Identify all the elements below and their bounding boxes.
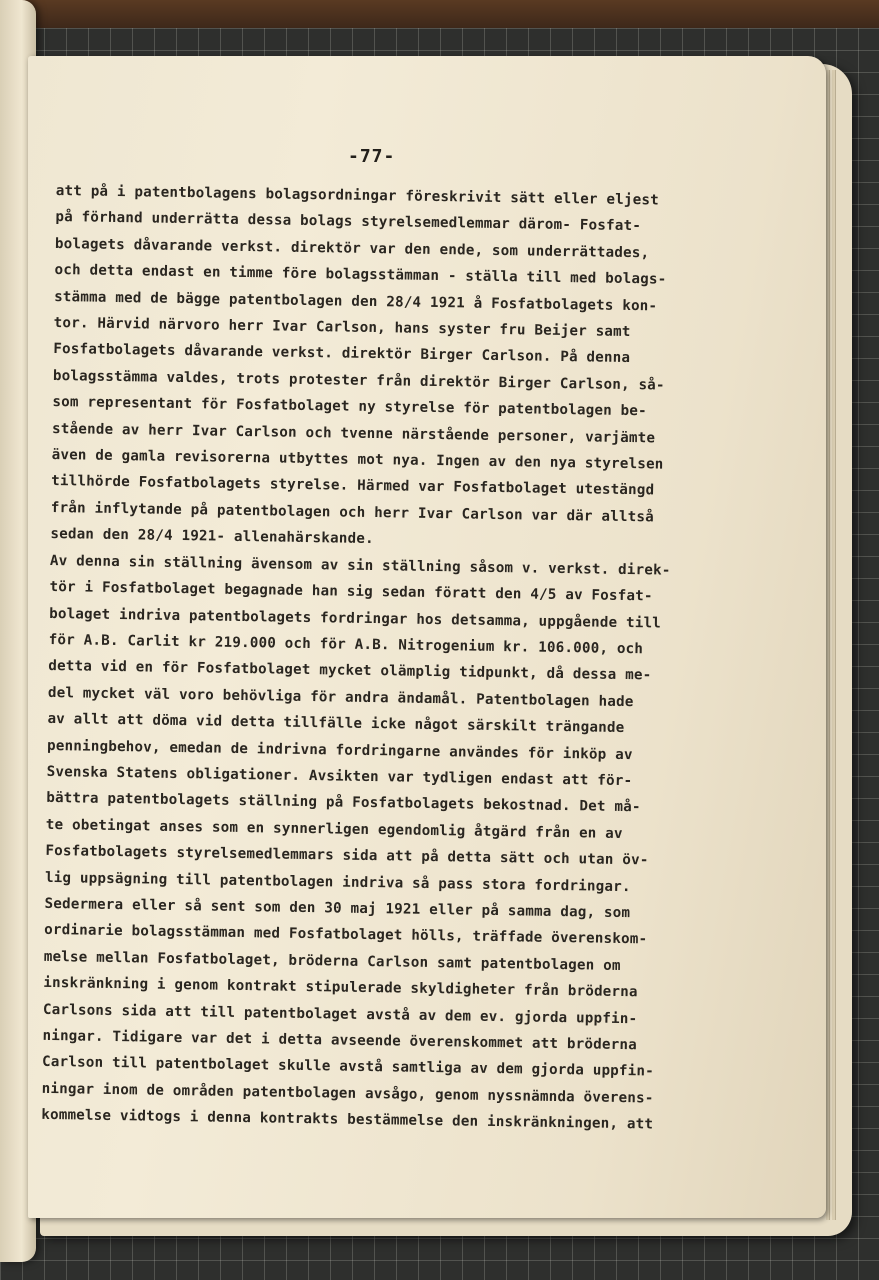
text-line: för A.B. Carlit kr 219.000 och för A.B. Nitrogenium kr. 106.000, och (48, 631, 644, 658)
text-line: även de gamla revisorerna utbyttes mot nya. Ingen av den nya styrelsen (51, 447, 664, 473)
text-line: på förhand underrätta dessa bolags styrelsemedlemmar därom- Fosfat- (55, 209, 642, 235)
text-line: sedan den 28/4 1921- allenahärskande. (50, 526, 374, 548)
text-line: penningbehov, emedan de indrivna fordringarne användes för inköp av (46, 737, 633, 763)
text-line: melse mellan Fosfatbolaget, bröderna Carlson samt patentbolagen om (43, 948, 621, 974)
text-line: inskränkning i genom kontrakt stipulerade skyldigheter från bröderna (43, 975, 638, 1001)
text-line: Carlsons sida att till patentbolaget avstå av dem ev. gjorda uppfin- (42, 1001, 638, 1027)
text-line: bolagets dåvarande verkst. direktör var den ende, som underrättades, (54, 235, 650, 262)
text-line: Av denna sin ställning ävensom av sin ställning såsom v. verkst. direk- (49, 552, 671, 579)
text-line: av allt att döma vid detta tillfälle icke något särskilt trängande (47, 711, 625, 737)
text-line: från inflytande på patentbolagen och herr Ivar Carlson var där alltså (50, 499, 655, 526)
text-line: ningar inom de områden patentbolagen avsågo, genom nyssnämnda överens- (41, 1080, 654, 1107)
page-number: -77- (348, 146, 396, 167)
text-line: Svenska Statens obligationer. Avsikten var tydligen endast att för- (46, 763, 633, 790)
page-edge-1 (826, 70, 830, 1220)
text-line: del mycket väl voro behövliga för andra ändamål. Patentbolagen hade (47, 684, 634, 710)
table-surface (0, 0, 879, 28)
text-line: bolaget indriva patentbolagets fordringar hos detsamma, uppgående till (49, 605, 662, 632)
text-line: som representant för Fosfatbolaget ny styrelse för patentbolagen be- (52, 394, 647, 420)
text-line: bättra patentbolagets ställning på Fosfatbolagets bekostnad. Det må- (46, 790, 641, 816)
text-line: tillhörde Fosfatbolagets styrelse. Härmed var Fosfatbolaget utestängd (51, 473, 655, 499)
text-line: och detta endast en timme före bolagsstämman - ställa till med bolags- (54, 262, 667, 288)
text-line: bolagsstämma valdes, trots protester från direktör Birger Carlson, så- (52, 367, 665, 394)
text-line: tör i Fosfatbolaget begagnade han sig sedan föratt den 4/5 av Fosfat- (49, 579, 653, 605)
text-line: stämma med de bägge patentbolagen den 28/4 1921 å Fosfatbolagets kon- (54, 288, 658, 315)
text-line: stående av herr Ivar Carlson och tvenne närstående personer, varjämte (51, 420, 656, 447)
text-line: kommelse vidtogs i denna kontrakts bestämmelse den inskränkningen, att (41, 1107, 654, 1133)
text-line: Sedermera eller så sent som den 30 maj 1921 eller på samma dag, som (44, 895, 631, 922)
text-line: Fosfatbolagets styrelsemedlemmars sida att på detta sätt och utan öv- (45, 843, 649, 869)
text-line: tor. Härvid närvoro herr Ivar Carlson, hans syster fru Beijer samt (53, 315, 631, 341)
page-edge-2 (832, 70, 836, 1220)
text-line: lig uppsägning till patentbolagen indriva så pass stora fordringar. (44, 869, 631, 895)
text-line: Carlson till patentbolaget skulle avstå samtliga av dem gjorda uppfin- (41, 1054, 655, 1080)
text-line: att på i patentbolagens bolagsordningar föreskrivit sätt eller eljest (55, 182, 660, 209)
text-line: te obetingat anses som en synnerligen egendomlig åtgärd från en av (45, 816, 623, 842)
text-line: Fosfatbolagets dåvarande verkst. direktör Birger Carlson. På denna (53, 341, 631, 367)
text-line: ningar. Tidigare var det i detta avseende överenskommet att bröderna (42, 1027, 638, 1054)
typewritten-body (41, 178, 816, 1140)
text-line: ordinarie bolagsstämman med Fosfatbolaget hölls, träffade överenskom- (44, 922, 648, 948)
text-line: detta vid en för Fosfatbolaget mycket olämplig tidpunkt, då dessa me- (48, 658, 652, 684)
